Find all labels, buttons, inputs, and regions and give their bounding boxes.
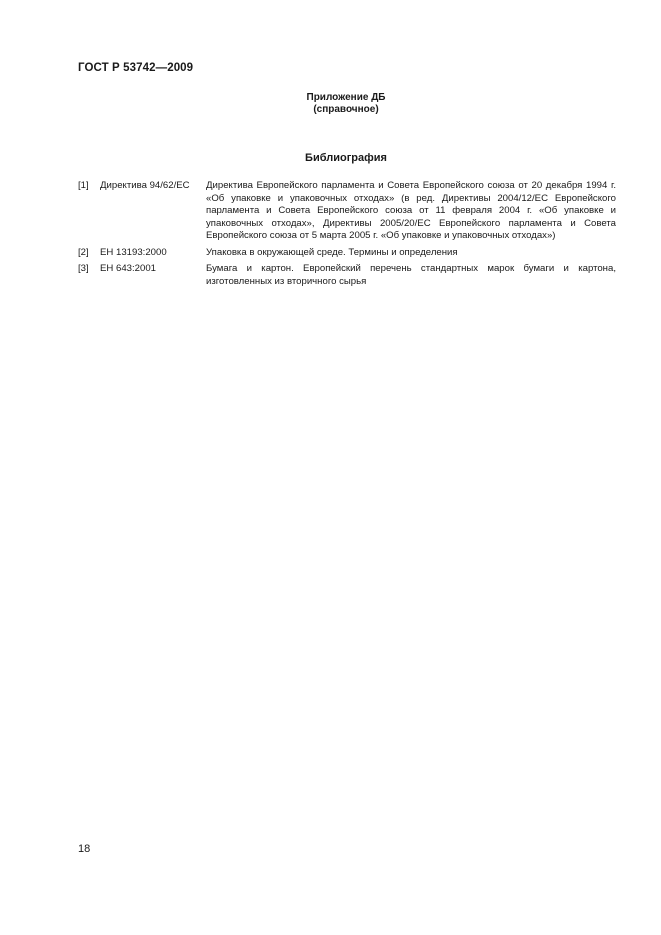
page-number: 18 [78, 843, 91, 855]
bibliography-item-number: [2] [78, 246, 89, 258]
annex-subtitle: (справочное) [313, 104, 379, 115]
bibliography-item-text: Упаковка в окружающей среде. Термины и определения [206, 246, 458, 258]
annex-title: Приложение ДБ [306, 92, 386, 103]
bibliography-item-text: Бумага и картон. Европейский перечень стандартных марок бумаги и картона, изготовленных из вторичного сырья [206, 263, 616, 287]
bibliography-list [78, 180, 616, 292]
bibliography-item-code: ЕН 643:2001 [100, 263, 157, 274]
bibliography-item [78, 263, 616, 288]
bibliography-title: Библиография [305, 152, 387, 164]
bibliography-item-code: ЕН 13193:2000 [100, 246, 167, 258]
bibliography-item [78, 180, 616, 243]
annex-heading [210, 92, 482, 116]
bibliography-item-text: Директива Европейского парламента и Совета Европейского союза от 20 декабря 1994 г. «Об упаковке и упаковочных отходах» (в ред. Директивы 2004/12/ЕС Европейского парламента и Совета Европейского союза от 11 февраля 2004 г. «Об упаковке и упаковочных отходах», Директивы 2005/20/ЕС Европейского парламента и Совета Европейского союза от 5 марта 2005 г. «Об упаковке и упаковочных отходах») [206, 180, 616, 241]
document-header: ГОСТ Р 53742—2009 [78, 62, 194, 74]
bibliography-item-code: Директива 94/62/ЕС [100, 180, 190, 191]
bibliography-item-number: [3] [78, 263, 89, 274]
bibliography-item [78, 247, 616, 260]
bibliography-item-number: [1] [78, 180, 89, 191]
